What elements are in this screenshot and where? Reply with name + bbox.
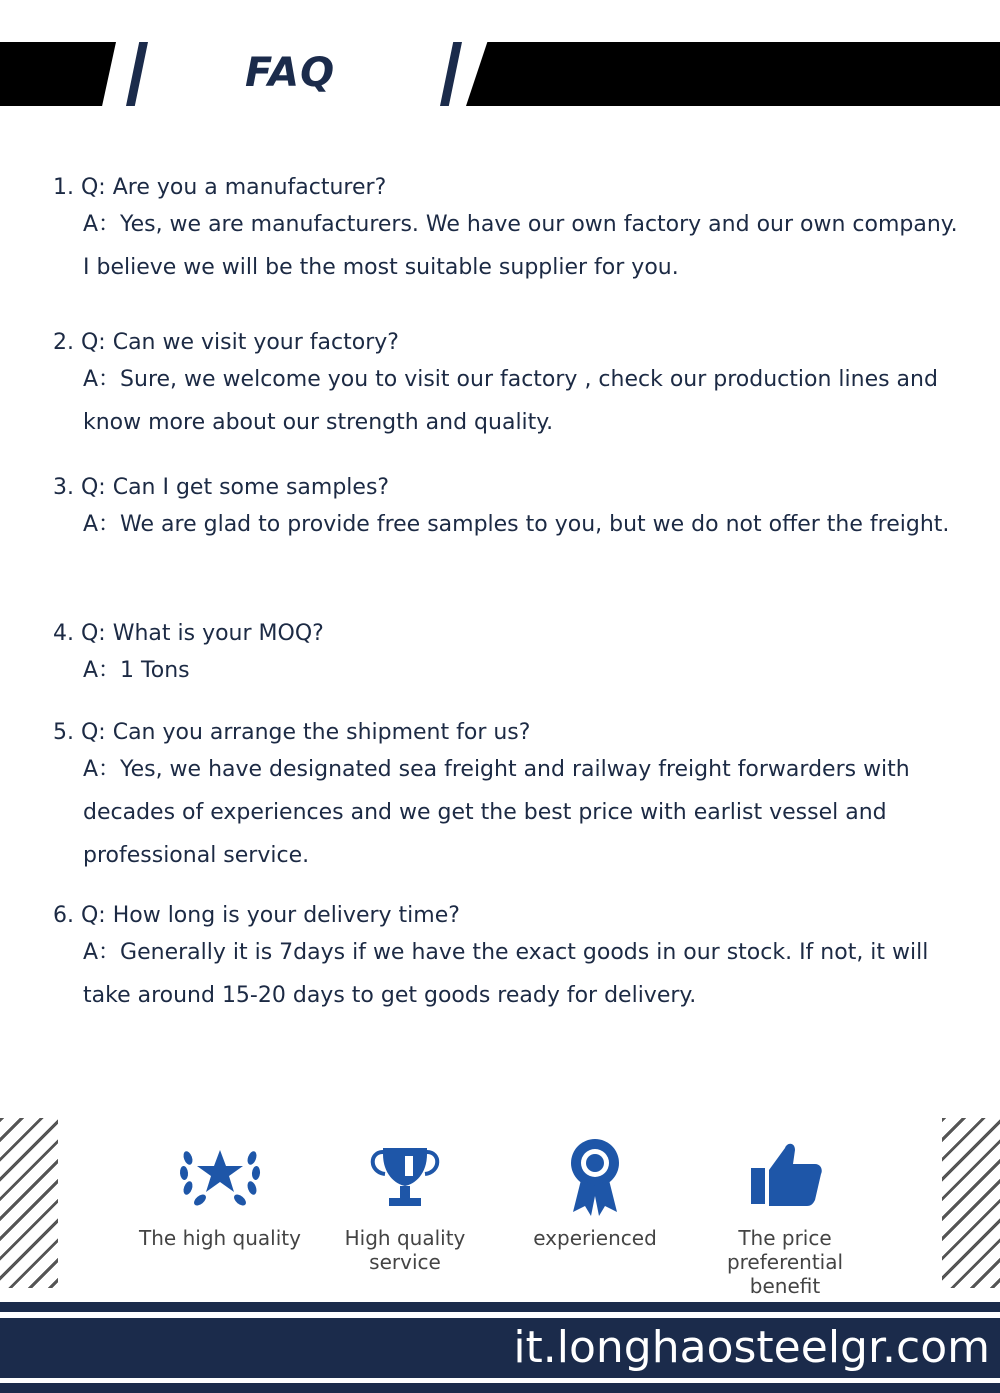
slash-decoration <box>440 42 462 106</box>
features-strip <box>0 1118 1000 1298</box>
feature-experienced <box>500 1128 690 1250</box>
ribbon-award-icon <box>545 1128 645 1218</box>
banner-right-bar <box>466 42 1000 106</box>
slash-decoration <box>126 42 148 106</box>
faq-answer: A：Yes, we are manufacturers. We have our own factory and our own company. I believe we will be the most suitable supplier for you. <box>83 212 958 280</box>
faq-item-3 <box>53 473 963 546</box>
faq-answer: A：Yes, we have designated sea freight and railway freight forwarders with decades of experiences and we get the best price with earlist vessel and professional service. <box>83 757 910 868</box>
trophy-icon <box>355 1128 455 1218</box>
footer-divider <box>0 1383 1000 1393</box>
faq-question: 5. Q: Can you arrange the shipment for us? <box>53 720 531 745</box>
website-url: it.longhaosteelgr.com <box>513 1322 990 1373</box>
page-title: FAQ <box>245 50 336 96</box>
feature-high-quality <box>125 1128 315 1250</box>
feature-label: The high quality <box>139 1226 301 1250</box>
faq-question: 4. Q: What is your MOQ? <box>53 621 324 646</box>
banner-left-bar <box>0 42 116 106</box>
faq-answer: A：We are glad to provide free samples to you, but we do not offer the freight. <box>83 512 950 537</box>
faq-question: 2. Q: Can we visit your factory? <box>53 330 399 355</box>
faq-item-4 <box>53 619 963 692</box>
footer-divider <box>0 1302 1000 1312</box>
faq-answer: A：Sure, we welcome you to visit our factory , check our production lines and know more about our strength and quality. <box>83 367 938 435</box>
feature-price-benefit <box>690 1128 880 1298</box>
faq-item-5 <box>53 718 963 877</box>
diagonal-stripes-decoration <box>0 1118 58 1288</box>
faq-question: 1. Q: Are you a manufacturer? <box>53 175 387 200</box>
feature-label: experienced <box>533 1226 657 1250</box>
faq-answer: A：1 Tons <box>83 658 190 683</box>
feature-label: High quality service <box>344 1226 466 1274</box>
feature-high-quality-service <box>310 1128 500 1274</box>
faq-item-2 <box>53 328 963 444</box>
feature-label: The price preferential benefit <box>726 1226 844 1298</box>
thumbs-up-icon <box>735 1128 835 1218</box>
faq-question: 6. Q: How long is your delivery time? <box>53 903 460 928</box>
diagonal-stripes-decoration <box>942 1118 1000 1288</box>
laurel-star-icon <box>170 1128 270 1218</box>
footer-bar <box>0 1318 1000 1378</box>
faq-answer: A：Generally it is 7days if we have the exact goods in our stock. If not, it will take around 15-20 days to get goods ready for delivery. <box>83 940 929 1008</box>
faq-question: 3. Q: Can I get some samples? <box>53 475 390 500</box>
faq-item-1 <box>53 173 963 289</box>
faq-item-6 <box>53 901 963 1017</box>
